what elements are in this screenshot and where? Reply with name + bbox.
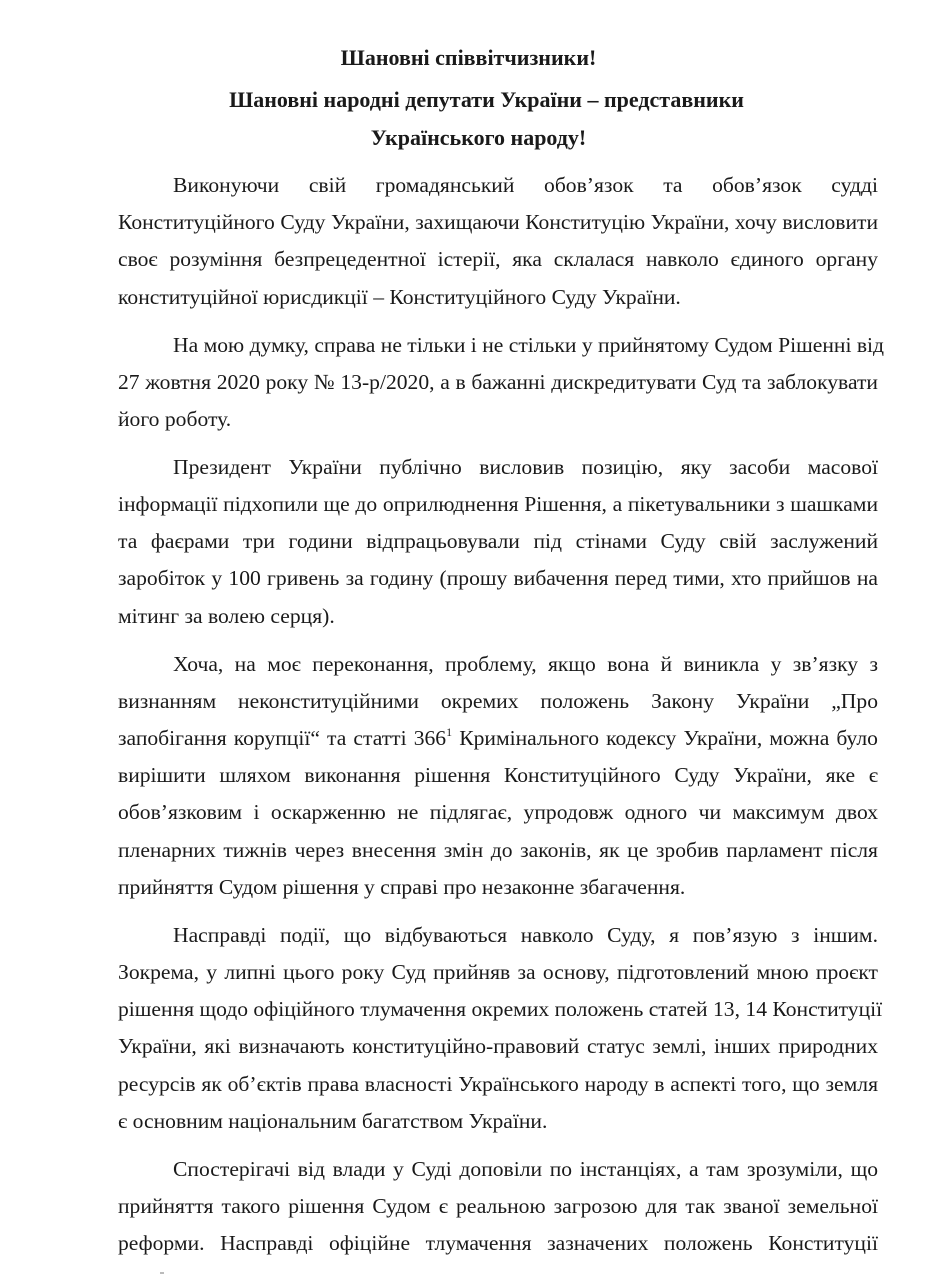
- text-line: конституційної юрисдикції – Конституційного Суду України.: [118, 284, 681, 309]
- text-line: прийняття Судом рішення у справі про незаконне збагачення.: [118, 874, 686, 899]
- letter-body: [118, 167, 885, 1273]
- text-line: прийняття такого рішення Судом є реальною загрозою для так званої земельної: [118, 1193, 878, 1218]
- text-line: його роботу.: [118, 406, 232, 431]
- salutation-heading: Шановні співвітчизники!: [340, 45, 597, 70]
- text-line: інформації підхопили ще до оприлюднення Рішення, а пікетувальники з шашками: [118, 492, 878, 517]
- text-line: є основним національним багатством України.: [118, 1108, 548, 1133]
- text-line-with-footnote: [118, 720, 878, 757]
- text-line: Насправді події, що відбуваються навколо Суду, я пов’язую з іншим.: [173, 922, 878, 947]
- text-line: На мою думку, справа не тільки і не стільки у прийнятому Судом Рішенні від: [173, 332, 885, 357]
- text-line: своє розуміння безпрецедентної істерії, яка склалася навколо єдиного органу: [118, 247, 878, 272]
- text-line: 27 жовтня 2020 року № 13-р/2020, а в бажанні дискредитувати Суд та заблокувати: [118, 369, 878, 394]
- paragraph-3: [118, 449, 878, 635]
- text-line: обов’язковим і оскарженню не підлягає, упродовж одного чи максимум двох: [118, 800, 878, 825]
- scan-artifact: [160, 1272, 164, 1274]
- text-line: вирішити шляхом виконання рішення Конституційного Суду України, яке є: [118, 763, 878, 788]
- address-heading-line-1: Шановні народні депутати України – представники: [229, 87, 744, 112]
- text-line: та фаєрами три години відпрацьовували під стінами Суду свій заслужений: [118, 529, 878, 554]
- text-line: заробіток у 100 гривень за годину (прошу вибачення перед тими, хто прийшов на: [118, 566, 878, 591]
- text-line: України, які визначають конституційно-правовий статус землі, інших природних: [118, 1034, 878, 1059]
- paragraph-6: [118, 1151, 878, 1263]
- footnote-mark: 1: [446, 725, 453, 740]
- text-line: Конституційного Суду України, захищаючи Конституцію України, хочу висловити: [118, 210, 878, 235]
- text-line: ресурсів як об’єктів права власності Українського народу в аспекті того, що земля: [118, 1071, 878, 1096]
- text-line: реформи. Насправді офіційне тлумачення зазначених положень Конституції: [118, 1231, 878, 1256]
- line-end: Кримінального кодексу України, можна було: [452, 726, 878, 751]
- address-heading-line-2: Українського народу!: [370, 125, 587, 150]
- text-line: визнанням неконституційними окремих положень Закону України „Про: [118, 688, 878, 713]
- line-start: запобігання корупції“ та статті 366: [118, 726, 447, 751]
- text-line: мітинг за волею серця).: [118, 603, 335, 628]
- text-line: Хоча, на моє переконання, проблему, якщо вона й виникла у зв’язку з: [173, 651, 878, 676]
- text-line: рішення щодо офіційного тлумачення окремих положень статей 13, 14 Конституції: [118, 997, 883, 1022]
- text-line: Зокрема, у липні цього року Суд прийняв за основу, підготовлений мною проєкт: [118, 959, 878, 984]
- paragraph-4: [118, 646, 878, 906]
- text-line: пленарних тижнів через внесення змін до законів, як це зробив парламент після: [118, 837, 878, 862]
- text-line: Виконуючи свій громадянський обов’язок та обов’язок судді: [173, 173, 878, 197]
- text-line: Президент України публічно висловив позицію, яку засоби масової: [173, 454, 878, 479]
- paragraph-1: [118, 167, 878, 316]
- paragraph-5: [118, 917, 883, 1140]
- text-line: Спостерігачі від влади у Суді доповіли по інстанціях, а там зрозуміли, що: [173, 1156, 878, 1181]
- paragraph-2: [118, 327, 885, 439]
